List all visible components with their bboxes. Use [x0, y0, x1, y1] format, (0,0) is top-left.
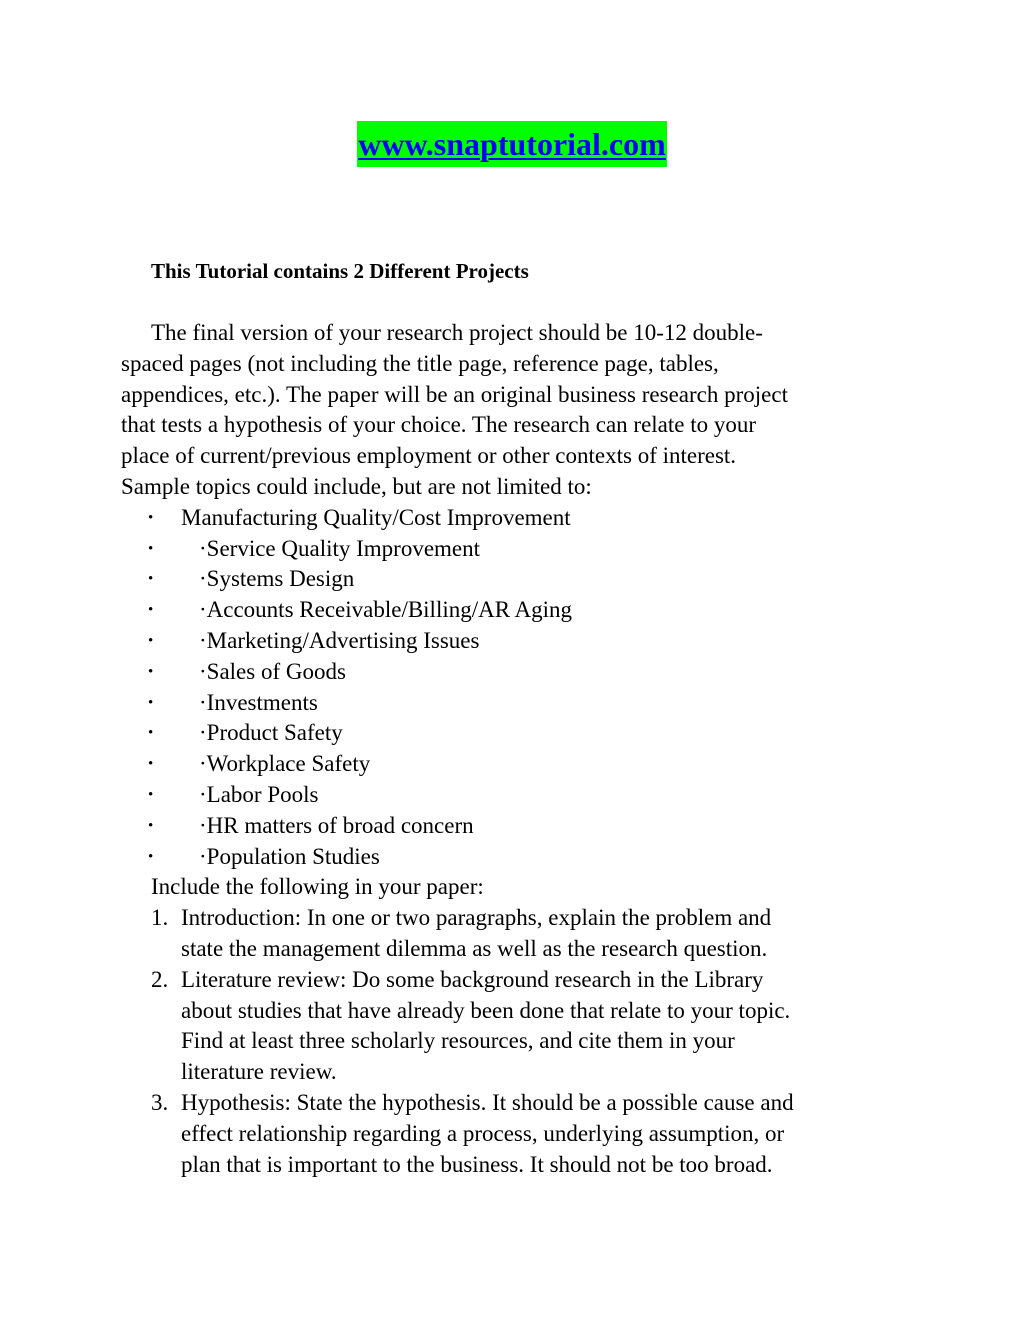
list-item: [121, 749, 911, 780]
bullet-icon: •: [148, 848, 154, 865]
list-item: [121, 718, 911, 749]
topic-label: ·Accounts Receivable/Billing/AR Aging: [199, 597, 573, 623]
intro-line: The final version of your research project should be 10-12 double-: [151, 320, 763, 345]
intro-line: Sample topics could include, but are not limited to:: [121, 473, 592, 499]
requirement-line: plan that is important to the business. It should not be too broad.: [181, 1151, 773, 1177]
list-item: [121, 688, 911, 719]
requirement-line: Hypothesis: State the hypothesis. It should be a possible cause and: [181, 1089, 794, 1115]
intro-line: place of current/previous employment or other contexts of interest.: [121, 443, 737, 469]
topic-label: ·Service Quality Improvement: [199, 535, 481, 561]
topic-label: Manufacturing Quality/Cost Improvement: [181, 504, 571, 530]
bullet-icon: •: [148, 786, 154, 803]
topic-label: ·Product Safety: [199, 720, 343, 746]
bullet-icon: •: [148, 632, 154, 649]
document-heading: This Tutorial contains 2 Different Projects: [151, 259, 529, 283]
topic-label: ·Marketing/Advertising Issues: [199, 627, 480, 653]
bullet-icon: •: [148, 725, 154, 742]
requirement-line: Literature review: Do some background research in the Library: [181, 966, 764, 992]
topic-list: [121, 503, 911, 873]
requirement-line: Introduction: In one or two paragraphs, explain the problem and: [181, 905, 772, 931]
intro-line: that tests a hypothesis of your choice. The research can relate to your: [121, 412, 757, 438]
include-line: Include the following in your paper:: [151, 874, 484, 900]
site-link[interactable]: www.snaptutorial.com: [357, 121, 667, 167]
bullet-icon: •: [148, 571, 154, 588]
topic-label: ·Systems Design: [199, 566, 355, 592]
requirement-line: effect relationship regarding a process, underlying assumption, or: [181, 1120, 785, 1146]
list-item: [121, 503, 911, 534]
intro-line: spaced pages (not including the title page, reference page, tables,: [121, 350, 719, 376]
requirement-item: [121, 965, 911, 1088]
list-item: [121, 534, 911, 565]
requirement-line: literature review.: [181, 1059, 337, 1085]
document-body: [121, 318, 911, 1180]
list-item: [121, 595, 911, 626]
requirement-number: 2.: [151, 966, 169, 992]
requirements-list: [121, 903, 911, 1180]
site-link-container: [0, 121, 1024, 167]
topic-label: ·Investments: [199, 689, 318, 715]
requirement-number: 3.: [151, 1089, 169, 1115]
list-item: [121, 811, 911, 842]
bullet-icon: •: [148, 663, 154, 680]
topic-label: ·Labor Pools: [199, 781, 319, 807]
requirement-item: [121, 903, 911, 965]
topic-label: ·HR matters of broad concern: [199, 812, 474, 838]
intro-paragraph: [121, 318, 911, 503]
bullet-icon: •: [148, 602, 154, 619]
list-item: [121, 842, 911, 873]
intro-line: appendices, etc.). The paper will be an original business research project: [121, 381, 788, 407]
list-item: [121, 626, 911, 657]
bullet-icon: •: [148, 817, 154, 834]
topic-label: ·Sales of Goods: [199, 658, 346, 684]
requirement-line: about studies that have already been done that relate to your topic.: [181, 997, 791, 1023]
bullet-icon: •: [148, 509, 154, 526]
requirement-line: state the management dilemma as well as the research question.: [181, 935, 768, 961]
list-item: [121, 564, 911, 595]
requirement-number: 1.: [151, 905, 169, 931]
list-item: [121, 780, 911, 811]
bullet-icon: •: [148, 540, 154, 557]
list-item: [121, 657, 911, 688]
requirement-line: Find at least three scholarly resources, and cite them in your: [181, 1028, 735, 1054]
bullet-icon: •: [148, 756, 154, 773]
requirement-item: [121, 1088, 911, 1180]
bullet-icon: •: [148, 694, 154, 711]
topic-label: ·Workplace Safety: [199, 751, 371, 777]
topic-label: ·Population Studies: [199, 843, 380, 869]
